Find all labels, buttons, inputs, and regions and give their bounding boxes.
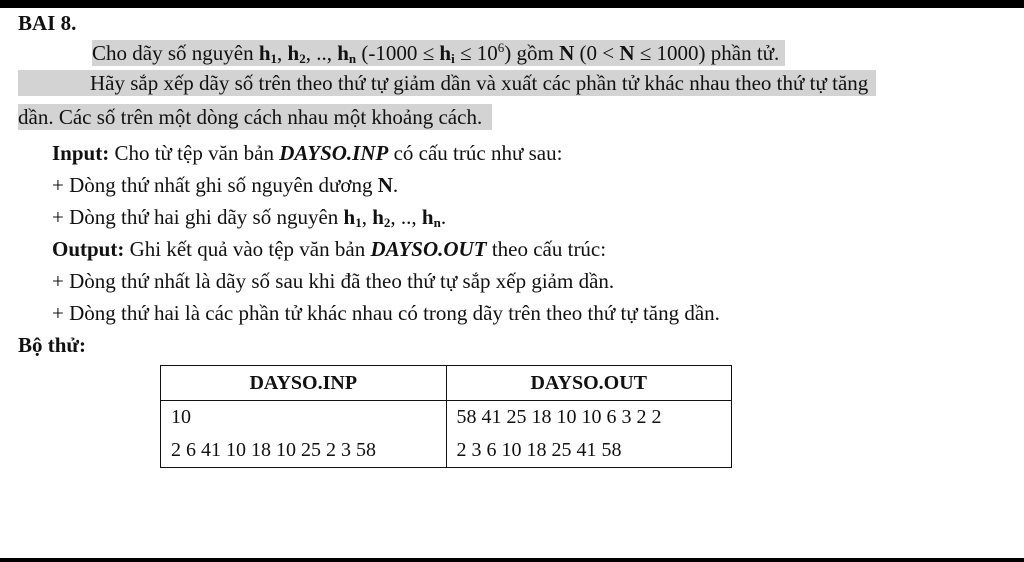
- p1-intro: Cho dãy số nguyên: [92, 41, 259, 65]
- column-header-output: DAYSO.OUT: [446, 366, 732, 401]
- table-row: [161, 401, 732, 468]
- var-n-input: N: [377, 173, 393, 197]
- output-text: Ghi kết quả vào tệp văn bản: [124, 237, 371, 261]
- output-label: Output:: [52, 237, 125, 261]
- input-line-2-sep2: , ..,: [390, 205, 422, 229]
- output-cell-line: 2 3 6 10 18 25 41 58: [456, 439, 622, 461]
- output-spec: [52, 236, 606, 262]
- p1-sep1: ,: [277, 41, 288, 65]
- tests-label: Bộ thử:: [18, 333, 87, 357]
- p1-n-range: (0 <: [574, 41, 620, 65]
- input-label: Input:: [52, 141, 110, 165]
- input-line-1-end: .: [392, 173, 399, 197]
- var-h1: $h_1$: [258, 41, 278, 66]
- input-cell-line: 10: [171, 406, 191, 428]
- output-tail: theo cấu trúc:: [486, 237, 607, 261]
- input-line-2-sep1: ,: [361, 205, 373, 229]
- problem-statement-line-3: dần. Các số trên một dòng cách nhau một khoảng cách.: [18, 104, 492, 130]
- table-header-row: [161, 366, 732, 401]
- var-hi: $h_i$: [439, 41, 455, 66]
- var-hn-input: $h_n$: [421, 205, 441, 230]
- problem-statement-line-1: [92, 40, 785, 66]
- var-h1-input: $h_1$: [343, 205, 362, 230]
- input-cell-line: 2 6 41 10 18 10 25 2 3 58: [171, 439, 376, 461]
- input-line-2: [52, 204, 446, 230]
- input-line-1-text: + Dòng thứ nhất ghi số nguyên dương: [52, 173, 378, 197]
- input-tail: có cấu trúc như sau:: [388, 141, 563, 165]
- var-hn: $h_n$: [337, 41, 357, 66]
- var-h2-input: $h_2$: [372, 205, 391, 230]
- output-cell-line: 58 41 25 18 10 10 6 3 2 2: [456, 406, 662, 428]
- column-header-input: DAYSO.INP: [161, 366, 447, 401]
- input-cell: [161, 401, 447, 468]
- p1-range-close: ) gồm: [504, 41, 560, 65]
- p1-sep2: , ..,: [305, 41, 338, 65]
- output-filename: DAYSO.OUT: [370, 237, 487, 261]
- output-line-1: + Dòng thứ nhất là dãy số sau khi đã theo thứ tự sắp xếp giảm dần.: [52, 269, 615, 293]
- problem-statement-line-2: Hãy sắp xếp dãy số trên theo thứ tự giảm dần và xuất các phần tử khác nhau theo thứ tự tăng: [18, 70, 876, 96]
- document-page: [0, 8, 1024, 558]
- input-text: Cho từ tệp văn bản: [109, 141, 280, 165]
- p1-range-mid: ≤ 10: [454, 41, 498, 65]
- p1-n-end: ≤ 1000) phần tử.: [634, 41, 780, 65]
- test-case-table: [160, 365, 732, 468]
- exercise-heading: BAI 8.: [18, 11, 77, 35]
- output-cell: [446, 401, 732, 468]
- var-n: N: [559, 41, 575, 65]
- input-filename: DAYSO.INP: [279, 141, 389, 165]
- exponent: 6: [497, 40, 505, 55]
- var-n-2: N: [619, 41, 635, 65]
- input-line-2-end: .: [440, 205, 447, 229]
- input-line-1: [52, 172, 398, 198]
- output-line-2: + Dòng thứ hai là các phần tử khác nhau có trong dãy trên theo thứ tự tăng dần.: [52, 301, 720, 325]
- input-spec: [52, 140, 562, 166]
- var-h2: $h_2$: [287, 41, 306, 66]
- input-line-2-text: + Dòng thứ hai ghi dãy số nguyên: [52, 205, 344, 229]
- p1-range-open: (-1000 ≤: [356, 41, 440, 65]
